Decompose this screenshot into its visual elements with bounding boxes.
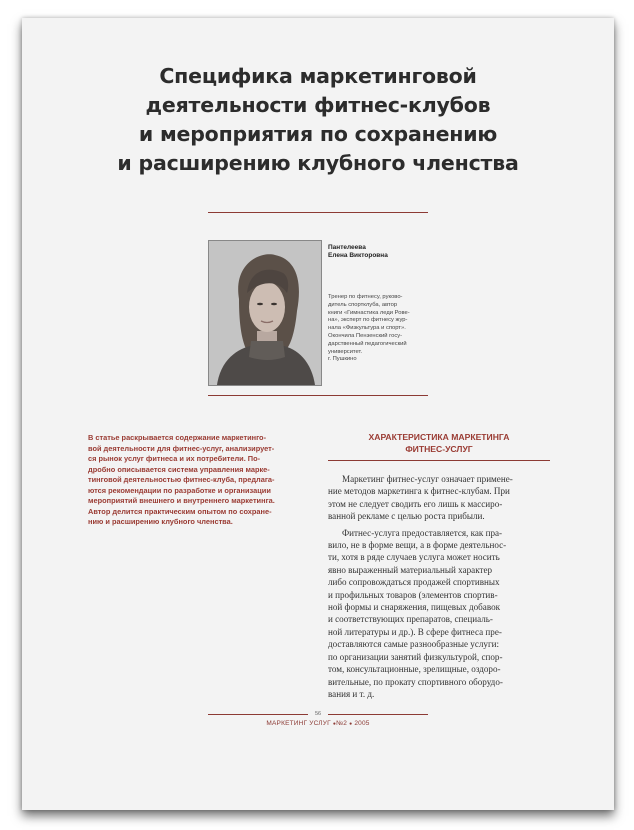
issue-year: 2005 — [354, 720, 370, 727]
abstract-line: тинговой деятельностью фитнес-клуба, предлага- — [88, 475, 275, 484]
bullet-separator: ● — [349, 721, 353, 727]
abstract-line: ются рекомендации по разработке и организации — [88, 485, 271, 495]
body-line: ти, хотя в ряде случаев услуга может носить — [328, 552, 500, 563]
paragraph-1 — [328, 473, 552, 523]
body-line: ние методов маркетинга к фитнес-клубам. При — [328, 486, 510, 497]
body-line: явно выраженный материальный характер — [328, 564, 493, 575]
journal-name: МАРКЕТИНГ УСЛУГ — [266, 720, 331, 727]
abstract-line: мероприятий внешнего и внутреннего маркетинга. — [88, 496, 275, 505]
portrait-image — [209, 241, 321, 385]
body-line: либо сопровождаться продажей спортивных — [328, 577, 500, 588]
bio-line: дитель спортклуба, автор — [328, 301, 398, 308]
magazine-page — [22, 18, 614, 810]
article-abstract — [88, 433, 312, 528]
bio-line: Тренер по фитнесу, руково- — [328, 294, 403, 300]
issue-number: №2 — [336, 720, 348, 727]
section-heading-line: ХАРАКТЕРИСТИКА МАРКЕТИНГА — [368, 432, 510, 442]
body-line: Маркетинг фитнес-услуг означает примене- — [342, 474, 513, 484]
section-heading — [328, 431, 550, 455]
journal-footer — [22, 720, 614, 727]
title-divider — [208, 212, 428, 213]
bullet-separator: ● — [332, 721, 337, 727]
author-photo — [208, 240, 322, 386]
body-line: и профильных товаров (элементов спортив- — [328, 589, 498, 600]
title-line: Специфика маркетинговой — [159, 64, 477, 88]
bio-line: университет. — [328, 348, 363, 355]
abstract-line: ся рынок услуг фитнеса и их потребители. По- — [88, 454, 261, 463]
section-heading-line: ФИТНЕС-УСЛУГ — [405, 444, 473, 454]
body-line: доставляются самые разнообразные услуги: — [328, 639, 500, 650]
body-line: этом не следует сводить его лишь к массиро- — [328, 498, 503, 509]
title-line: и мероприятия по сохранению — [138, 122, 498, 146]
paragraph-2 — [328, 527, 552, 701]
article-title — [22, 62, 614, 178]
bio-line: на», эксперт по фитнесу жур- — [328, 317, 408, 324]
author-surname: Пантелеева — [328, 244, 366, 251]
body-line: вило, не в форме вещи, а в форме деятельнос- — [328, 540, 507, 551]
body-line: Фитнес-услуга предоставляется, как пра- — [342, 527, 503, 538]
body-line: том, консультационные, зрелищные, оздоро- — [328, 664, 501, 675]
body-line: вительные, по прокату спортивного оборудо- — [328, 676, 503, 687]
abstract-line: нию и расширению клубного членства. — [88, 517, 233, 526]
bio-line: г. Пушкино — [328, 356, 357, 363]
bio-line: нала «Физкультура и спорт». — [328, 325, 406, 332]
abstract-line: дробно описывается система управления марке- — [88, 464, 270, 474]
title-line: и расширению клубного членства — [117, 151, 519, 175]
section-divider — [328, 460, 550, 461]
bio-line: дарственный педагогический — [328, 340, 407, 347]
author-name — [328, 244, 478, 260]
body-line: ной формы и снаряжения, пищевых добавок — [328, 602, 501, 613]
author-bio — [328, 294, 468, 364]
page-number: 56 — [314, 711, 322, 717]
author-divider — [208, 395, 428, 396]
abstract-line: Автор делится практическим опытом по сохране- — [88, 506, 272, 516]
body-line: и соответствующих препаратов, специаль- — [328, 614, 493, 625]
abstract-line: вой деятельности для фитнес-услуг, анализирует- — [88, 443, 275, 453]
body-line: по организации занятий физкультурой, спор- — [328, 651, 503, 662]
body-line: вания и т. д. — [328, 688, 375, 699]
bio-line: книги «Гимнастика леди Рове- — [328, 309, 410, 316]
title-line: деятельности фитнес-клубов — [145, 93, 491, 117]
body-line: ной литературы и др.). В сфере фитнеса пре- — [328, 626, 502, 637]
body-line: ванной рекламе с целью роста прибыли. — [328, 511, 485, 522]
bio-line: Окончила Пензенский госу- — [328, 332, 403, 339]
abstract-line: В статье раскрывается содержание маркетинго- — [88, 433, 267, 442]
author-given-names: Елена Викторовна — [328, 252, 388, 259]
article-body — [328, 473, 552, 700]
